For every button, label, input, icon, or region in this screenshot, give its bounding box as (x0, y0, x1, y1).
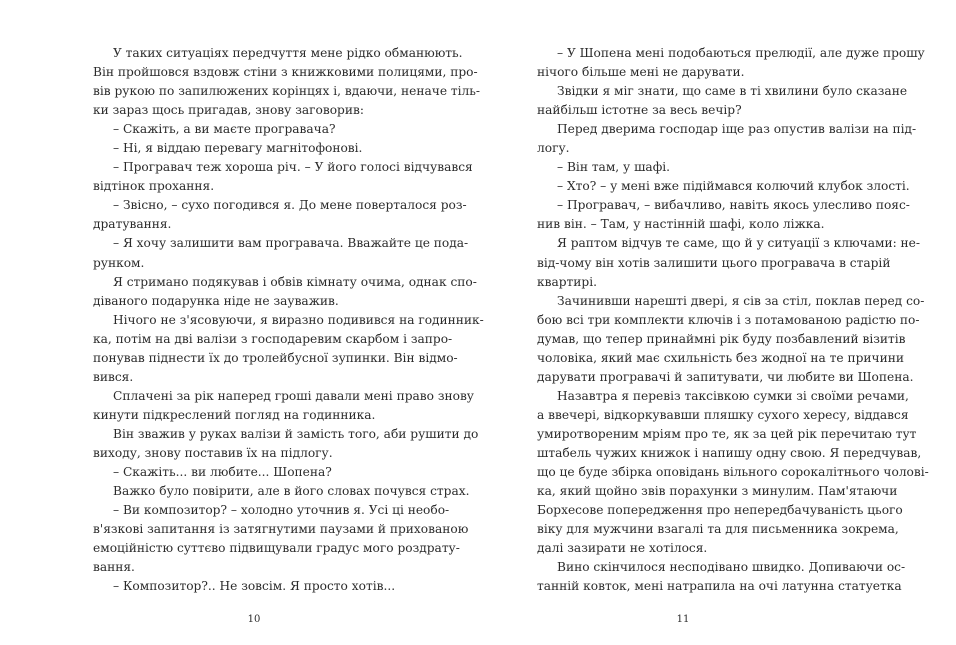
text-line: – Скажіть... ви любите... Шопена? (113, 465, 332, 480)
text-line: Важко було повірити, але в його словах почувся страх. (113, 484, 470, 499)
text-line: Звідки я міг знати, що саме в ті хвилини було сказане (557, 84, 908, 99)
page-number-right: 11 (676, 614, 690, 625)
text-line: Борхесове попередження про непередбачуваність цього (537, 503, 903, 518)
text-line: бою всі три комплекти ключів і з потамованою радістю по- (537, 312, 920, 327)
text-line: в'язкові запитання із затягнутими паузами й прихованою (93, 522, 469, 537)
text-line: понував піднести їх до тролейбусної зупинки. Він відмо- (93, 350, 458, 365)
text-line: виходу, знову поставив їх на підлогу. (93, 445, 333, 460)
text-line: – Скажіть, а ви маєте програвача? (113, 122, 336, 137)
text-line: вання. (93, 560, 135, 575)
text-line: кинути підкреслений погляд на годинника. (93, 407, 376, 422)
text-line: нив він. – Там, у настінній шафі, коло ліжка. (537, 217, 825, 232)
text-line: найбільш істотне за весь вечір? (537, 103, 742, 118)
text-line: Я стримано подякував і обвів кімнату очима, однак спо- (113, 274, 477, 289)
text-line: рунком. (93, 255, 145, 270)
text-line: відтінок прохання. (93, 179, 215, 194)
page-number-left: 10 (247, 614, 261, 625)
text-line: Назавтра я перевіз таксівкою сумки зі своїми речами, (557, 388, 909, 403)
text-line: емоційністю суттєво підвищували градус мого роздрату- (93, 541, 460, 556)
text-line: дарувати програвачі й запитувати, чи любите ви Шопена. (537, 369, 914, 384)
text-line: ка, який щойно звів порахунки з минулим. Пам'ятаючи (537, 484, 898, 499)
text-line: далі зазирати не хотілося. (537, 541, 708, 556)
text-line: вився. (93, 369, 134, 384)
text-line: Вино скінчилося несподівано швидко. Допиваючи ос- (557, 560, 906, 575)
text-line: Нічого не з'ясовуючи, я виразно подивився на годинник- (113, 312, 484, 327)
text-line: – Ні, я віддаю перевагу магнітофонові. (113, 141, 363, 156)
text-line: Зачинивши нарешті двері, я сів за стіл, поклав перед со- (557, 293, 925, 308)
text-line: що це буде збірка оповідань вільного сорокалітнього чолові- (537, 465, 929, 480)
text-line: штабель чужих книжок і напишу одну свою. Я передчував, (537, 445, 922, 460)
text-line: – Ви композитор? – холодно уточнив я. Усі ці необо- (113, 503, 450, 518)
text-line: думав, що тепер принаймні рік буду позбавлений візитів (537, 331, 906, 346)
text-line: – Я хочу залишити вам програвача. Вважайте це пода- (113, 236, 469, 251)
text-line: дратування. (93, 217, 172, 232)
text-line: ка, потім на дві валізи з господаревим скарбом і запро- (93, 331, 453, 346)
text-line: – Хто? – у мені вже підіймався колючий клубок злості. (557, 179, 910, 194)
text-line: Перед дверима господар іще раз опустив валізи на під- (557, 122, 917, 137)
text-line: Сплачені за рік наперед гроші давали мені право знову (113, 388, 474, 403)
text-line: віку для мужчини взагалі та для письменника зокрема, (537, 522, 899, 537)
text-line: – У Шопена мені подобаються прелюдії, але дуже прошу (557, 46, 925, 60)
text-line: ки зараз щось пригадав, знову заговорив: (93, 103, 364, 118)
text-line: – Програвач теж хороша річ. – У його голосі відчувався (113, 160, 473, 175)
text-line: умиротвореним мріям про те, як за цей рік перечитаю тут (537, 426, 917, 441)
text-line: нічого більше мені не дарувати. (537, 65, 745, 80)
text-line: чоловіка, який має схильність без жодної на те причини (537, 350, 904, 365)
left-page-text (93, 44, 484, 596)
text-line: Він зважив у руках валізи й замість того, аби рушити до (113, 426, 479, 441)
text-line: логу. (537, 141, 570, 156)
text-line: У таких ситуаціях передчуття мене рідко обманюють. (113, 46, 463, 60)
text-line: а ввечері, відкоркувавши пляшку сухого хересу, віддався (537, 407, 909, 422)
text-line: вів рукою по запилюжених корінцях і, вдаючи, неначе тіль- (93, 84, 481, 99)
text-line: Я раптом відчув те саме, що й у ситуації з ключами: не- (557, 236, 921, 251)
text-line: – Він там, у шафі. (557, 160, 671, 175)
text-line: танній ковток, мені натрапила на очі латунна статуетка (537, 579, 902, 594)
text-line: від-чому він хотів залишити цього програвача в старій (537, 255, 891, 270)
right-page-text (537, 44, 929, 596)
text-line: – Звісно, – сухо погодився я. До мене поверталося роз- (113, 198, 467, 213)
text-line: – Композитор?.. Не зовсім. Я просто хотів... (113, 579, 396, 594)
text-line: квартирі. (537, 274, 597, 289)
text-line: Він пройшовся вздовж стіни з книжковими полицями, про- (93, 65, 478, 80)
text-line: діваного подарунка ніде не зауважив. (93, 293, 339, 308)
text-line: – Програвач, – вибачливо, навіть якось улесливо пояс- (557, 198, 910, 213)
